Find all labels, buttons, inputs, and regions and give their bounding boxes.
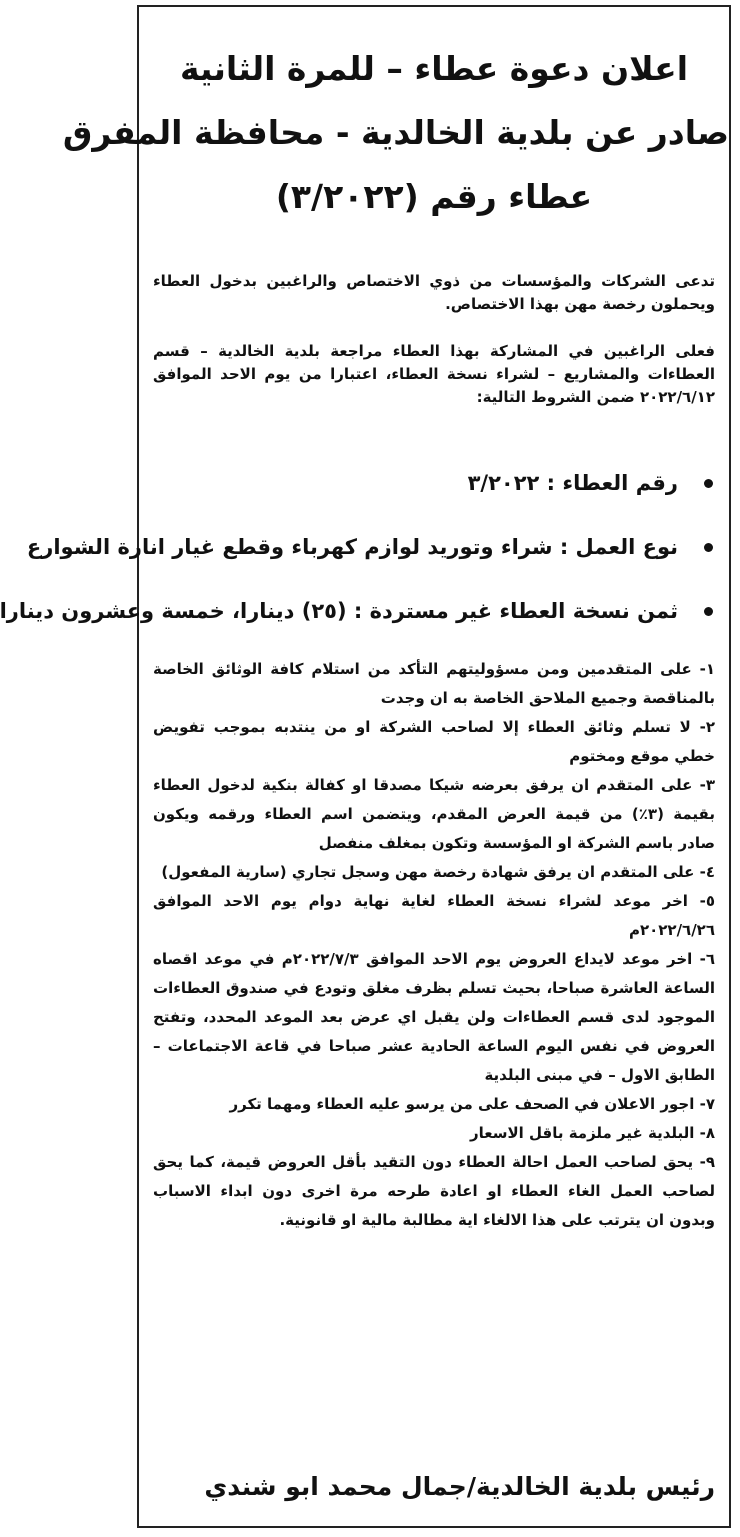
bullet-list: [0, 451, 715, 643]
condition-item-8: ٨- البلدية غير ملزمة باقل الاسعار: [469, 1124, 715, 1142]
condition-item-2: ٢- لا تسلم وثائق العطاء إلا لصاحب الشركة او من ينتدبه بموجب تفويض خطي موقع ومختوم: [153, 718, 715, 765]
condition-item-5: ٥- اخر موعد لشراء نسخة العطاء لغاية نهاية دوام يوم الاحد الموافق ٢٠٢٢/٦/٢٦م: [153, 892, 715, 939]
bullet-dot-icon: [704, 479, 713, 488]
condition-item-4: ٤- على المتقدم ان يرفق شهادة رخصة مهن وسجل تجاري (سارية المفعول): [161, 863, 715, 881]
title-block: [62, 37, 729, 229]
conditions-list: [153, 655, 715, 1235]
title-line-1: اعلان دعوة عطاء – للمرة الثانية: [179, 49, 689, 88]
bullet-text: ثمن نسخة العطاء غير مستردة : (٢٥) دينارا، خمسة وعشرون دينارا: [0, 599, 678, 623]
intro-paragraph-1: تدعى الشركات والمؤسسات من ذوي الاختصاص والراغبين بدخول العطاء ويحملون رخصة مهن بهذا الاختصاص.: [153, 272, 715, 313]
bullet-text: رقم العطاء : ٣/٢٠٢٢: [467, 471, 678, 495]
bullet-item-tender-number: [153, 451, 715, 515]
condition-item-9: ٩- يحق لصاحب العمل احالة العطاء دون التقيد بأقل العروض قيمة، كما يحق لصاحب العمل الغاء العطاء او اعادة طرحه مرة اخرى دون ابداء الاسباب وبدون ان يترتب على هذا الالغاء اية مطالبة مالية او قانونية.: [153, 1153, 715, 1229]
advertisement-frame: [0, 5, 731, 1528]
bullet-item-copy-price: [0, 579, 715, 643]
condition-item-1: ١- على المتقدمين ومن مسؤوليتهم التأكد من استلام كافة الوثائق الخاصة بالمناقصة وجميع الملاحق الخاصة به ان وجدت: [153, 660, 715, 707]
intro-paragraph-2: فعلى الراغبين في المشاركة بهذا العطاء مراجعة بلدية الخالدية – قسم العطاءات والمشاريع – لشراء نسخة العطاء، اعتبارا من يوم الاحد الموافق ٢٠٢٢/٦/١٢ ضمن الشروط التالية:: [153, 342, 715, 406]
bullet-item-work-type: [26, 515, 715, 579]
condition-item-7: ٧- اجور الاعلان في الصحف على من يرسو عليه العطاء ومهما تكرر: [229, 1095, 715, 1113]
condition-item-6: ٦- اخر موعد لايداع العروض يوم الاحد الموافق ٢٠٢٢/٧/٣م في موعد اقصاه الساعة العاشرة صباحا، بحيث تسلم بظرف مغلق وتودع في صندوق العطاءات الموجود لدى قسم العطاءات ولن يقبل اي عرض بعد الموعد المحدد، وتفتح العروض في نفس اليوم الساعة الحادية عشر صباحا في قاعة الاجتماعات – الطابق الاول – في مبنى البلدية: [153, 950, 715, 1084]
bullet-text: نوع العمل : شراء وتوريد لوازم كهرباء وقطع غيار انارة الشوارع: [26, 535, 678, 559]
bullet-dot-icon: [704, 543, 713, 552]
title-line-3: عطاء رقم (٣/٢٠٢٢): [275, 177, 593, 216]
signature-line: رئيس بلدية الخالدية/جمال محمد ابو شندي: [204, 1472, 715, 1501]
bullet-dot-icon: [704, 607, 713, 616]
condition-item-3: ٣- على المتقدم ان يرفق بعرضه شيكا مصدقا او كفالة بنكية لدخول العطاء بقيمة (٣٪) من قيمة العرض المقدم، ويتضمن اسم العطاء ورقمه ويكون صادر باسم الشركة او المؤسسة وتكون بمغلف منفصل: [153, 776, 715, 852]
title-line-2: صادر عن بلدية الخالدية - محافظة المفرق: [62, 113, 729, 152]
